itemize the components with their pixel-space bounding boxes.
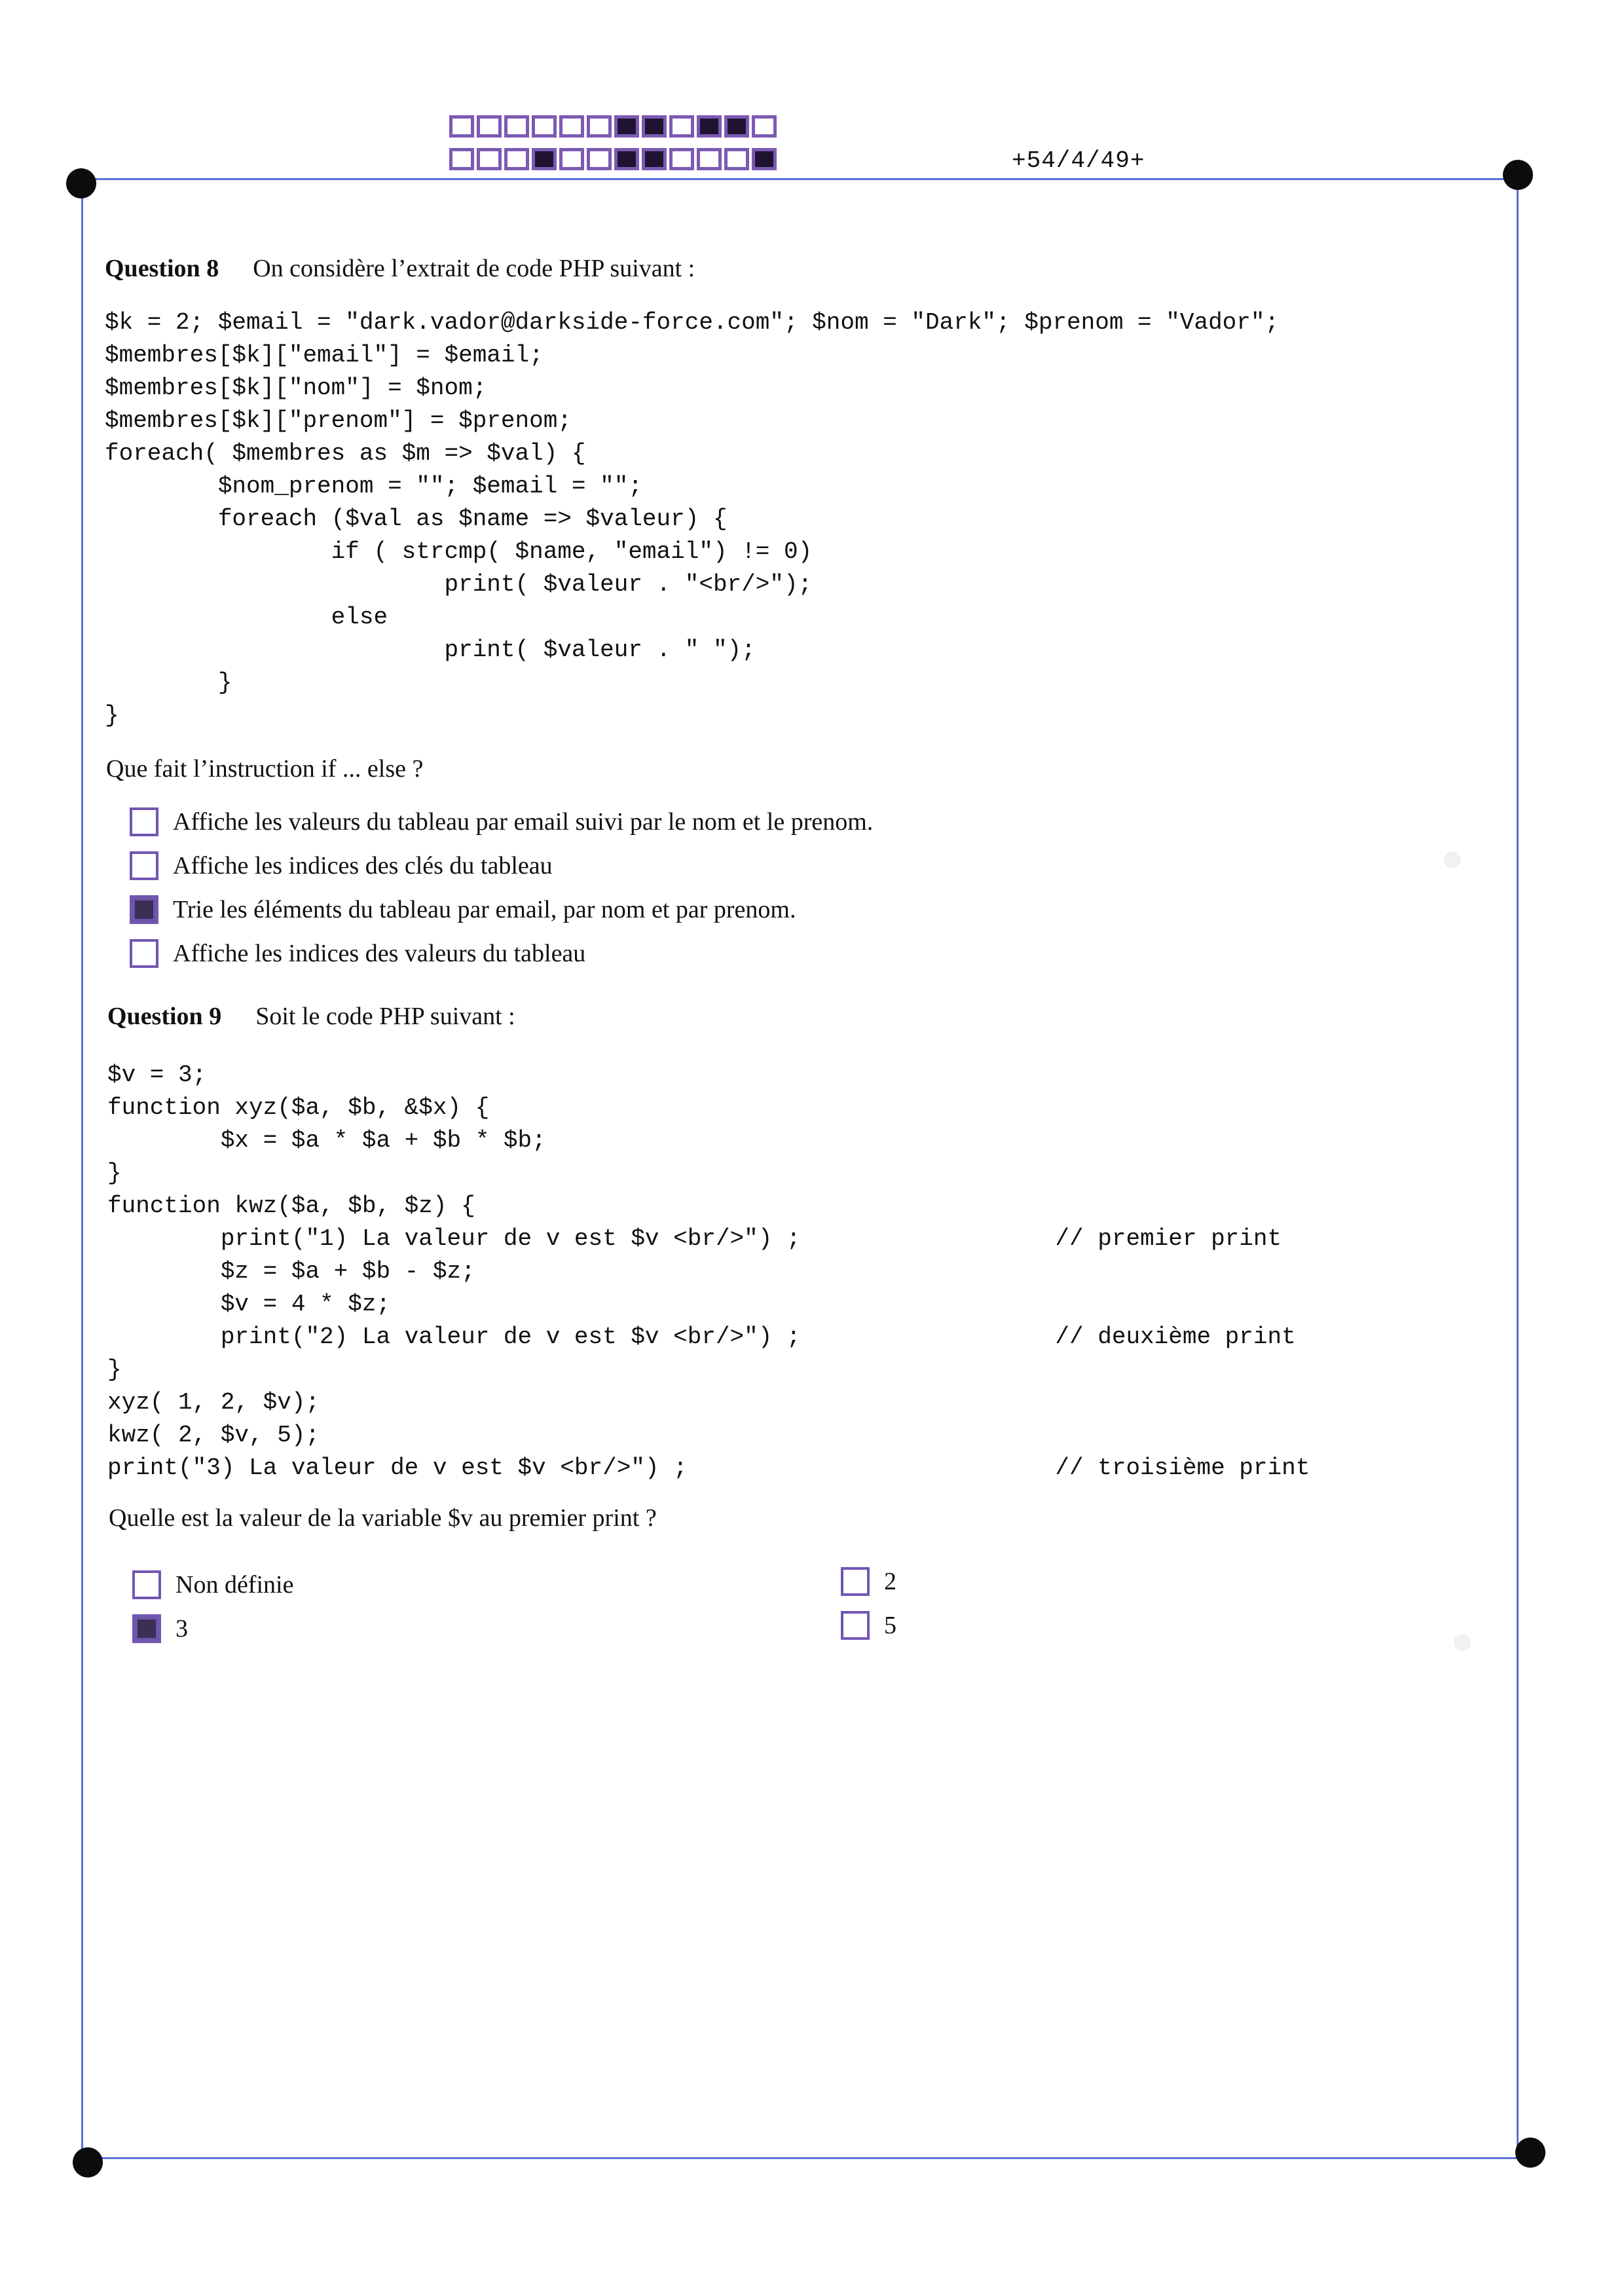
answer-label: 3 xyxy=(175,1615,188,1642)
barcode-cell xyxy=(614,148,639,170)
question-number: Question 9 xyxy=(107,1003,222,1030)
answer-checkbox[interactable] xyxy=(841,1611,870,1640)
frame-top-border xyxy=(81,178,1519,180)
barcode-cell xyxy=(449,115,474,138)
corner-mark-top-left xyxy=(66,168,96,198)
answer-choice[interactable] xyxy=(841,1567,896,1596)
barcode-row-2 xyxy=(449,148,777,170)
question-9-header xyxy=(107,1002,515,1031)
question-number: Question 8 xyxy=(105,255,219,282)
scan-mark xyxy=(1454,1634,1471,1651)
barcode-cell xyxy=(504,148,529,170)
frame-bottom-border xyxy=(88,2157,1532,2159)
answer-choice[interactable] xyxy=(130,807,873,836)
barcode-cell xyxy=(669,115,694,138)
question-8-header xyxy=(105,254,695,283)
page-identifier: +54/4/49+ xyxy=(1012,147,1145,174)
barcode-cell xyxy=(587,148,612,170)
barcode-cell xyxy=(532,148,557,170)
frame-left-border xyxy=(81,178,83,2166)
question-intro: Soit le code PHP suivant : xyxy=(255,1003,515,1030)
barcode-cell xyxy=(477,148,502,170)
answer-label: 5 xyxy=(884,1612,896,1639)
barcode-cell xyxy=(697,148,722,170)
barcode-cell xyxy=(587,115,612,138)
frame-right-border xyxy=(1517,172,1519,2156)
answer-label: 2 xyxy=(884,1568,896,1595)
barcode-cell xyxy=(752,148,777,170)
answer-choice[interactable] xyxy=(130,939,585,968)
answer-choice[interactable] xyxy=(130,895,796,924)
answer-choice[interactable] xyxy=(132,1570,293,1599)
answer-checkbox[interactable] xyxy=(130,851,158,880)
barcode-cell xyxy=(477,115,502,138)
barcode-cell xyxy=(642,115,667,138)
corner-mark-bottom-right xyxy=(1515,2138,1545,2168)
answer-checkbox[interactable] xyxy=(132,1614,161,1643)
barcode-cell xyxy=(504,115,529,138)
answer-label: Affiche les indices des valeurs du tableau xyxy=(173,940,586,967)
answer-choice[interactable] xyxy=(132,1614,188,1643)
answer-checkbox[interactable] xyxy=(130,895,158,924)
answer-label: Affiche les valeurs du tableau par email suivi par le nom et le prenom. xyxy=(173,808,874,836)
barcode-cell xyxy=(559,115,584,138)
answer-checkbox[interactable] xyxy=(841,1567,870,1596)
barcode-cell xyxy=(669,148,694,170)
question-8-prompt: Que fait l’instruction if ... else ? xyxy=(106,755,424,783)
corner-mark-bottom-left xyxy=(73,2147,103,2177)
barcode-cell xyxy=(724,115,749,138)
question-9-code-block: $v = 3; function xyz($a, $b, &$x) { $x = $a * $a + $b * $b; } function kwz($a, $b, $z) { print("1) La valeur de v est $v <br/>") ; // premier print $z = $a + $b - $z; $v = 4 * $z; print("2) La valeur de v est $v <br/>") ; // deuxième print } xyz( 1, 2, $v); kwz( 2, $v, 5); print("3) La valeur de v est $v <br/>") ; // troisième print xyxy=(107,1062,1310,1481)
scan-mark xyxy=(1444,851,1461,868)
question-9-prompt: Quelle est la valeur de la variable $v au premier print ? xyxy=(109,1504,657,1532)
answer-choice[interactable] xyxy=(841,1611,896,1640)
answer-label: Trie les éléments du tableau par email, par nom et par prenom. xyxy=(173,896,796,923)
answer-label: Affiche les indices des clés du tableau xyxy=(173,852,553,880)
barcode-cell xyxy=(532,115,557,138)
answer-checkbox[interactable] xyxy=(130,807,158,836)
barcode-cell xyxy=(614,115,639,138)
barcode-row-1 xyxy=(449,115,777,138)
corner-mark-top-right xyxy=(1503,160,1533,190)
answer-choice[interactable] xyxy=(130,851,553,880)
question-8-code-block: $k = 2; $email = "dark.vador@darkside-force.com"; $nom = "Dark"; $prenom = "Vador"; $membres[$k]["email"] = $email; $membres[$k]["nom"] = $nom; $membres[$k]["prenom"] = $prenom; foreach( $membres as $m => $val) { $nom_prenom = ""; $email = ""; foreach ($val as $name => $valeur) { if ( strcmp( $name, "email") != 0) print( $valeur . "<br/>"); else print( $valeur . " "); } } xyxy=(105,309,1280,729)
barcode-cell xyxy=(449,148,474,170)
barcode-cell xyxy=(642,148,667,170)
answer-checkbox[interactable] xyxy=(132,1570,161,1599)
barcode-cell xyxy=(559,148,584,170)
barcode-cell xyxy=(752,115,777,138)
question-intro: On considère l’extrait de code PHP suivant : xyxy=(253,255,695,282)
barcode-cell xyxy=(724,148,749,170)
answer-label: Non définie xyxy=(175,1571,294,1599)
answer-checkbox[interactable] xyxy=(130,939,158,968)
barcode-cell xyxy=(697,115,722,138)
